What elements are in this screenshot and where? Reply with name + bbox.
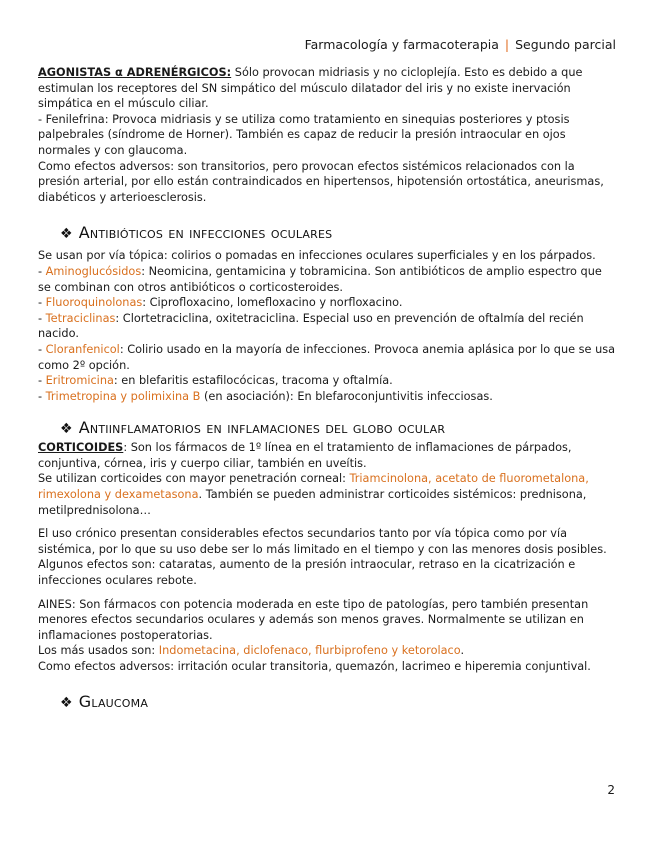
item-dash: - (38, 374, 46, 388)
efectos-paragraph: Algunos efectos son: cataratas, aumento de la presión intraocular, retraso en la cicatrización e infecciones oculares rebote. (38, 558, 576, 588)
item-dash: - (38, 389, 46, 403)
drug-name: Eritromicina (45, 374, 114, 388)
heading-antibioticos (38, 222, 618, 245)
heading-antiinflamatorios-text: Antiinflamatorios en inflamaciones del globo ocular (78, 418, 446, 438)
agonistas-intro (38, 65, 618, 112)
spacer (38, 589, 618, 597)
item-text: : Clortetraciclina, oxitetraciclina. Especial uso en prevención de oftalmía del recién nacido. (38, 311, 584, 341)
usados-pre: Los más usados son: (38, 644, 159, 658)
corticoides-title: CORTICOIDES (38, 441, 124, 455)
penetracion-pre: Se utilizan corticoides con mayor penetración corneal: (38, 472, 350, 486)
diamond-bullet-icon: ❖ (60, 694, 73, 711)
header-separator: | (504, 37, 510, 52)
antibiotic-item (38, 373, 618, 389)
penetracion-paragraph (38, 471, 618, 518)
drug-name: Cloranfenicol (45, 342, 120, 356)
drug-name: Aminoglucósidos (45, 264, 142, 278)
item-dash: - (38, 264, 46, 278)
drug-name: Trimetropina y polimixina B (45, 389, 201, 403)
page-number: 2 (607, 783, 615, 797)
corticoides-paragraph (38, 440, 618, 471)
usados-paragraph (38, 643, 618, 659)
diamond-bullet-icon: ❖ (60, 421, 73, 438)
usados-post: . (460, 644, 465, 658)
item-text: : Ciprofloxacino, lomefloxacino y norfloxacino. (142, 296, 403, 310)
drug-list: Triamcinolona, acetato de fluorometalona, rimexolona y dexametasona (38, 472, 589, 502)
page-header (305, 37, 616, 52)
antibiotic-item (38, 311, 618, 342)
agonistas-intro-text: Sólo provocan midriasis y no cicloplejía. Esto es debido a que estimulan los receptores del SN simpático del músculo dilatador del iris y no existe inervación simpática en el músculo ciliar. (38, 66, 583, 111)
antibiotic-item (38, 389, 618, 405)
item-text: : Neomicina, gentamicina y tobramicina. Son antibióticos de amplio espectro que se combinan con otros antibióticos o corticosteroides. (38, 264, 602, 294)
page-content (38, 65, 618, 714)
item-text: : Colirio usado en la mayoría de infecciones. Provoca anemia aplásica por lo que se usa como 2º opción. (38, 342, 616, 372)
antibioticos-intro: Se usan por vía tópica: colirios o pomadas en infecciones oculares superficiales y en los párpados. (38, 249, 596, 263)
antibiotic-item (38, 295, 618, 311)
antibiotic-item (38, 342, 618, 373)
drug-list: Indometacina, diclofenaco, flurbiprofeno y ketorolaco (158, 644, 461, 658)
item-dash: - (38, 342, 46, 356)
item-dash: - (38, 296, 46, 310)
diamond-bullet-icon: ❖ (60, 226, 73, 243)
drug-name: Fluoroquinolonas (45, 296, 143, 310)
item-dash: - (38, 311, 46, 325)
drug-name: Tetraciclinas (45, 311, 116, 325)
uso-cronico-paragraph: El uso crónico presentan considerables efectos secundarios tanto por vía tópica como por vía sistémica, por lo que su uso debe ser lo más limitado en el tiempo y con las menores dosis posibles. (38, 527, 607, 556)
antibiotic-item (38, 264, 618, 295)
spacer (38, 518, 618, 526)
item-text: (en asociación): En blefaroconjuntivitis infecciosas. (200, 389, 493, 403)
penetracion-post: . También se pueden administrar corticoides sistémicos: prednisona, metilprednisolona… (38, 488, 587, 517)
heading-antiinflamatorios (38, 417, 618, 440)
header-term: Segundo parcial (515, 37, 616, 52)
aines-adversos: Como efectos adversos: irritación ocular transitoria, quemazón, lacrimeo e hiperemia conjuntival. (38, 660, 591, 673)
item-text: : en blefaritis estafilocócicas, tracoma y oftalmía. (113, 374, 393, 388)
heading-glaucoma-text: Glaucoma (78, 691, 149, 711)
agonistas-title: AGONISTAS α ADRENÉRGICOS: (38, 66, 232, 79)
heading-glaucoma (38, 691, 618, 714)
aines-paragraph: AINES: Son fármacos con potencia moderada en este tipo de patologías, pero también presentan menores efectos secundarios oculares y además son menos graves. Normalmente se utilizan en inflamaciones postoperatorias. (38, 597, 589, 642)
header-course: Farmacología y farmacoterapia (304, 37, 499, 52)
agonistas-adversos: Como efectos adversos: son transitorios, pero provocan efectos sistémicos relacionados con la presión arterial, por ello están contraindicados en hipertensos, hipotensión ortostática, aneurismas, diabéticos y arterioesclerosis. (38, 159, 604, 204)
fenilefrina-paragraph: - Fenilefrina: Provoca midriasis y se utiliza como tratamiento en sinequias posteriores y ptosis palpebrales (síndrome de Horner). También es capaz de reducir la presión intraocular en ojos normales y con glaucoma. (38, 112, 570, 157)
heading-antibioticos-text: Antibióticos en infecciones oculares (78, 223, 333, 243)
corticoides-text: : Son los fármacos de 1º línea en el tratamiento de inflamaciones de párpados, conjuntiva, córnea, iris y cuerpo ciliar, también en uveítis. (38, 441, 572, 470)
